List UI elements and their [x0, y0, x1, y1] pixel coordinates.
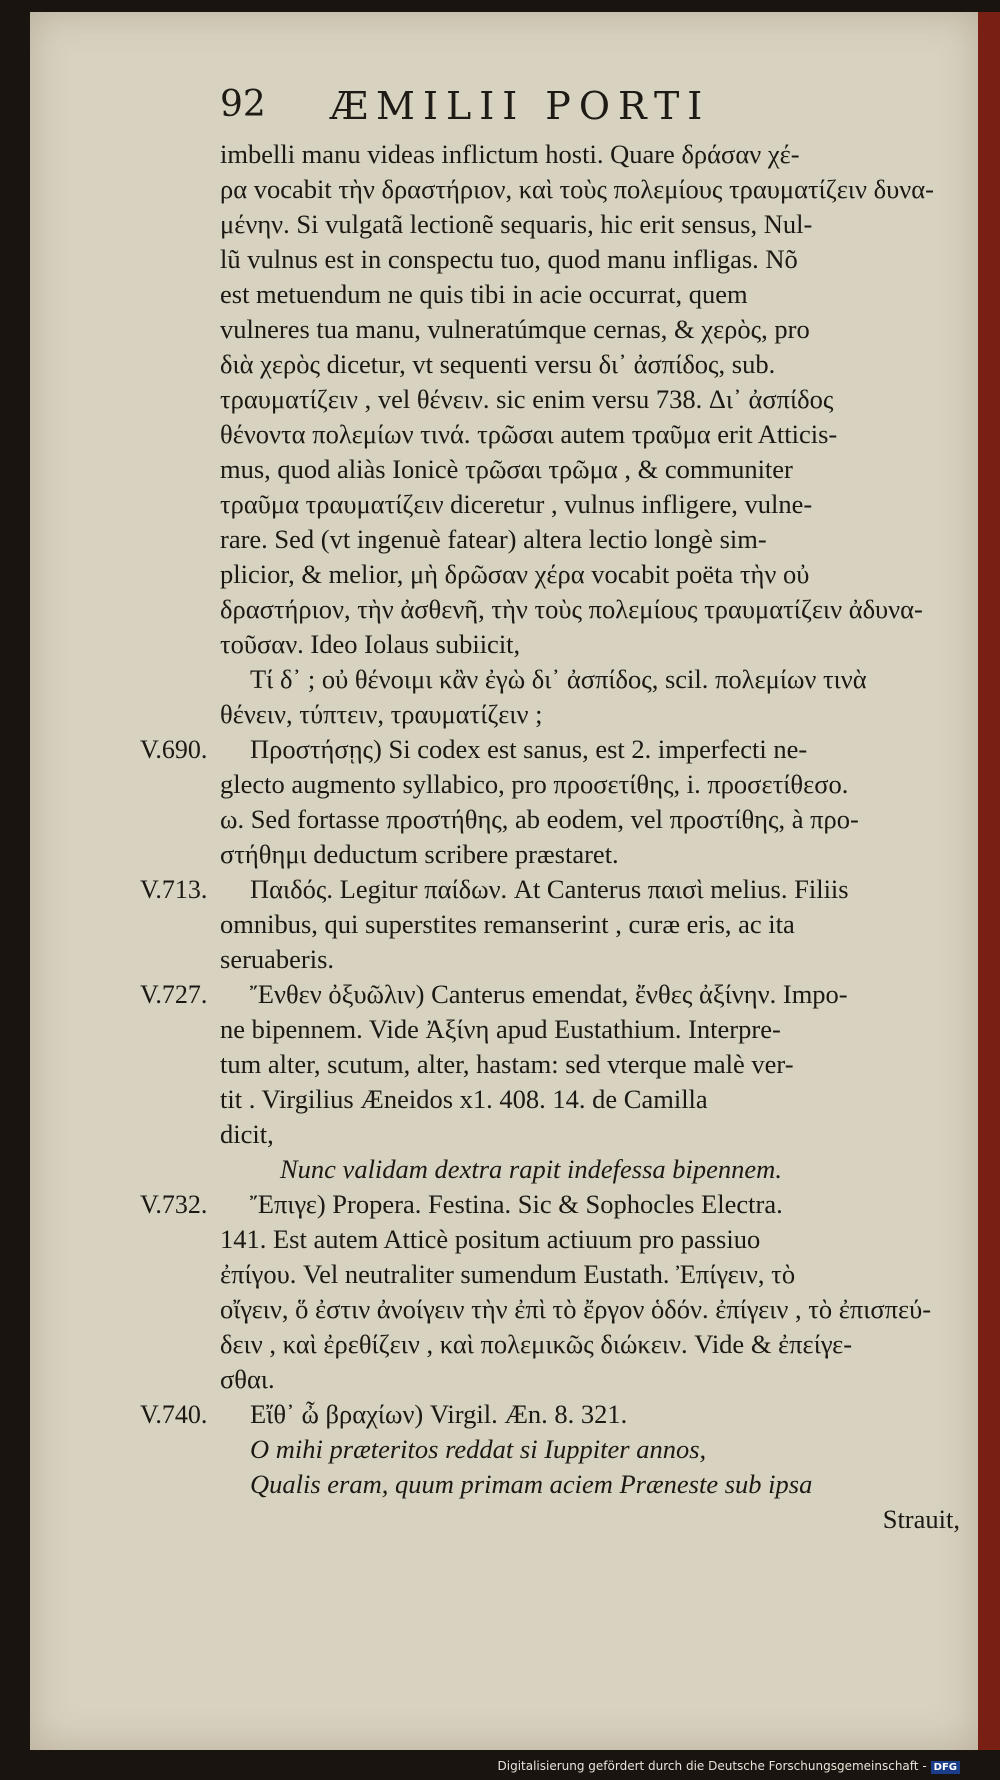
line-text: Τί δ᾽ ; οὐ θένοιμι κἂν ἐγὼ δι᾽ ἀσπίδος, scil. πολεμίων τινὰ: [250, 664, 867, 694]
text-line: [220, 137, 960, 172]
line-text: tit . Virgilius Æneidos x1. 408. 14. de Camilla: [220, 1084, 708, 1114]
line-text: 141. Est autem Atticè positum actiuum pro passiuo: [220, 1224, 761, 1254]
text-line: [220, 627, 960, 662]
book-page: [30, 12, 978, 1750]
line-text: lũ vulnus est in conspectu tuo, quod manu infligas. Nõ: [220, 244, 798, 274]
line-text: μένην. Si vulgatã lectionẽ sequaris, hic erit sensus, Nul-: [220, 209, 813, 239]
line-text: est metuendum ne quis tibi in acie occurrat, quem: [220, 279, 748, 309]
body-text: [140, 137, 960, 1537]
verse-marker: V.740.: [140, 1400, 208, 1429]
text-line: [220, 1292, 960, 1327]
text-line: [220, 767, 960, 802]
book-spine: [978, 12, 1000, 1752]
line-text: τραῦμα τραυματίζειν diceretur , vulnus infligere, vulne-: [220, 489, 813, 519]
text-line: [220, 1082, 960, 1117]
page-header: [30, 84, 978, 144]
footer-credit-text: Digitalisierung gefördert durch die Deutsche Forschungsgemeinschaft -: [497, 1759, 927, 1773]
line-text: θένοντα πολεμίων τινά. τρῶσαι autem τραῦμα erit Atticis-: [220, 419, 838, 449]
line-text: seruaberis.: [220, 944, 335, 974]
text-line: [220, 417, 960, 452]
line-text: στήθημι deductum scribere præstaret.: [220, 839, 619, 869]
text-line: [220, 312, 960, 347]
footer-bar: [0, 1750, 1000, 1780]
verse-marker: V.727.: [140, 980, 208, 1009]
line-text: ne bipennem. Vide Ἀξίνη apud Eustathium. Interpre-: [220, 1014, 781, 1044]
text-line: [220, 452, 960, 487]
line-text: οἴγειν, ὅ ἐστιν ἀνοίγειν τὴν ἐπὶ τὸ ἔργον ὁδόν. ἐπίγειν , τὸ ἐπισπεύ-: [220, 1294, 932, 1324]
text-line: [220, 242, 960, 277]
text-line: [220, 592, 960, 627]
text-line: [220, 1152, 960, 1187]
text-line: [220, 697, 960, 732]
line-text: ἐπίγου. Vel neutraliter sumendum Eustath. Ἐπίγειν, τὸ: [220, 1259, 796, 1289]
text-line: [220, 837, 960, 872]
running-head: ÆMILII PORTI: [330, 84, 711, 128]
line-text: O mihi præteritos reddat si Iuppiter annos,: [250, 1434, 707, 1464]
line-text: τραυματίζειν , vel θένειν. sic enim versu 738. Δι᾽ ἀσπίδος: [220, 384, 834, 414]
line-text: διὰ χερὸς dicetur, vt sequenti versu δι᾽ ἀσπίδος, sub.: [220, 349, 776, 379]
verse-marker: V.690.: [140, 735, 208, 764]
text-line: [140, 1187, 960, 1222]
line-text: Παιδός. Legitur παίδων. At Canterus παισὶ melius. Filiis: [250, 874, 849, 904]
text-line: [140, 872, 960, 907]
text-line: [220, 277, 960, 312]
line-text: tum alter, scutum, alter, hastam: sed vterque malè ver-: [220, 1049, 794, 1079]
line-text: θένειν, τύπτειν, τραυματίζειν ;: [220, 699, 543, 729]
line-text: Εἴθ᾽ ὦ βραχίων) Virgil. Æn. 8. 321.: [250, 1399, 628, 1429]
line-text: τοῦσαν. Ideo Iolaus subiicit,: [220, 629, 521, 659]
text-line: [220, 1362, 960, 1397]
text-line: [220, 1012, 960, 1047]
text-line: [220, 1222, 960, 1257]
text-line: [220, 487, 960, 522]
text-line: [220, 1327, 960, 1362]
text-line: [220, 1257, 960, 1292]
text-line: [220, 347, 960, 382]
line-text: imbelli manu videas inflictum hosti. Quare δράσαν χέ-: [220, 139, 800, 169]
text-line: [220, 172, 960, 207]
verse-marker: V.732.: [140, 1190, 208, 1219]
dfg-logo: DFG: [931, 1761, 960, 1774]
line-text: rare. Sed (vt ingenuè fatear) altera lectio longè sim-: [220, 524, 767, 554]
text-line: [220, 1117, 960, 1152]
text-line: [220, 907, 960, 942]
line-text: Strauit,: [882, 1504, 960, 1534]
line-text: σθαι.: [220, 1364, 275, 1394]
verse-marker: V.713.: [140, 875, 208, 904]
line-text: dicit,: [220, 1119, 274, 1149]
line-text: ρα vocabit τὴν δραστήριον, καὶ τοὺς πολεμίους τραυματίζειν δυνα-: [220, 174, 934, 204]
line-text: Nunc validam dextra rapit indefessa bipennem.: [280, 1154, 782, 1184]
line-text: vulneres tua manu, vulneratúmque cernas, & χερὸς, pro: [220, 314, 810, 344]
line-text: omnibus, qui superstites remanserint , curæ eris, ac ita: [220, 909, 795, 939]
text-line: [220, 1467, 960, 1502]
line-text: ω. Sed fortasse προστήθης, ab eodem, vel προστίθης, à προ-: [220, 804, 859, 834]
line-text: δραστήριον, τὴν ἀσθενῆ, τὴν τοὺς πολεμίους τραυματίζειν ἀδυνα-: [220, 594, 923, 624]
footer-credit: [498, 1759, 961, 1774]
text-line: [220, 1502, 960, 1537]
text-line: [220, 802, 960, 837]
text-line: [220, 207, 960, 242]
text-line: [220, 662, 960, 697]
text-line: [140, 977, 960, 1012]
text-line: [220, 942, 960, 977]
line-text: Ἔπιγε) Propera. Festina. Sic & Sophocles Electra.: [250, 1189, 783, 1219]
line-text: Ἔνθεν ὀξυῶλιν) Canterus emendat, ἔνθες ἀξίνην. Impo-: [250, 979, 848, 1009]
line-text: Προστήσῃς) Si codex est sanus, est 2. imperfecti ne-: [250, 734, 808, 764]
text-line: [220, 1432, 960, 1467]
text-line: [220, 522, 960, 557]
text-line: [220, 557, 960, 592]
text-line: [140, 1397, 960, 1432]
text-line: [220, 382, 960, 417]
page-number: 92: [220, 84, 266, 125]
line-text: Qualis eram, quum primam aciem Præneste sub ipsa: [250, 1469, 813, 1499]
line-text: glecto augmento syllabico, pro προσετίθης, i. προσετίθεσο.: [220, 769, 849, 799]
line-text: plicior, & melior, μὴ δρῶσαν χέρα vocabit poëta τὴν οὐ: [220, 559, 810, 589]
line-text: δειν , καὶ ἐρεθίζειν , καὶ πολεμικῶς διώκειν. Vide & ἐπείγε-: [220, 1329, 853, 1359]
text-line: [220, 1047, 960, 1082]
text-line: [140, 732, 960, 767]
line-text: mus, quod aliàs Ionicè τρῶσαι τρῶμα , & communiter: [220, 454, 793, 484]
